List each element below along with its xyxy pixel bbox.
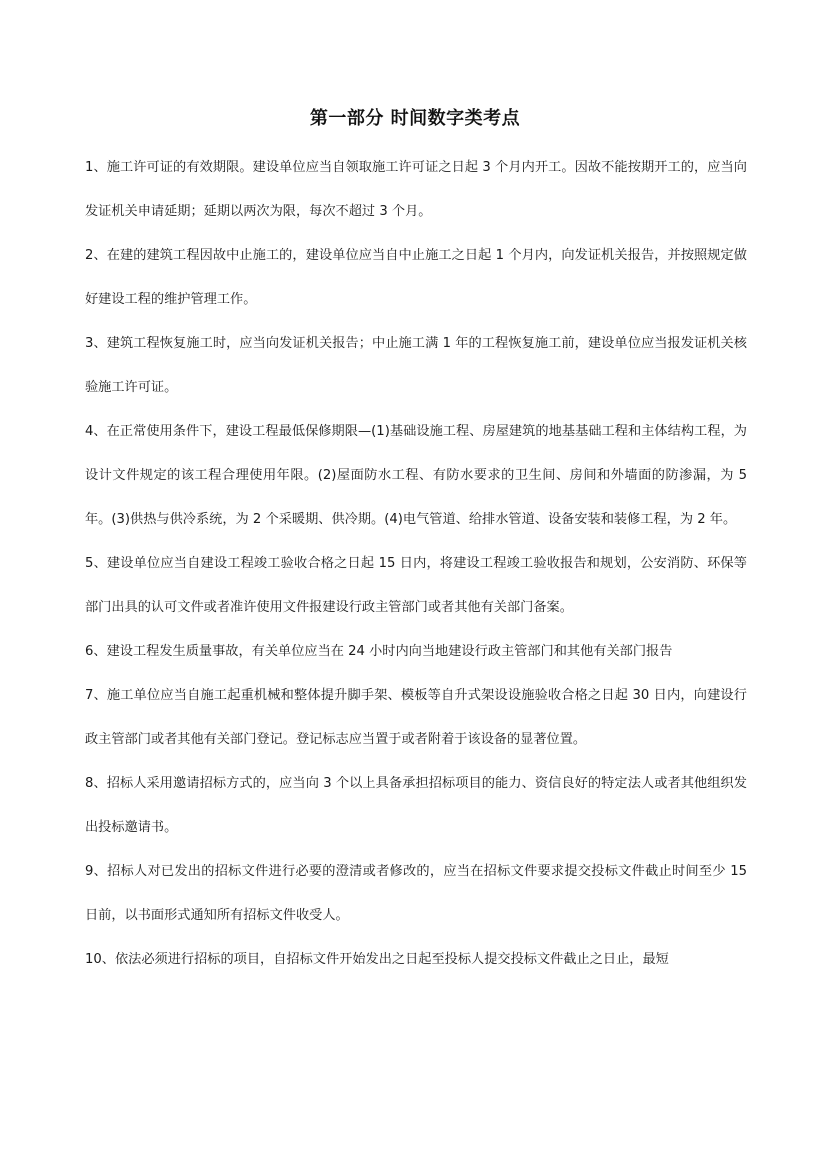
paragraph-7: 7、施工单位应当自施工起重机械和整体提升脚手架、模板等自升式架设设施验收合格之日起 30 日内，向建设行政主管部门或者其他有关部门登记。登记标志应当置于或者附着于该设备的显著位置。 bbox=[85, 688, 747, 747]
paragraph-5: 5、建设单位应当自建设工程竣工验收合格之日起 15 日内，将建设工程竣工验收报告和规划，公安消防、环保等部门出具的认可文件或者准许使用文件报建设行政主管部门或者其他有关部门备案。 bbox=[85, 556, 747, 615]
paragraph-3: 3、建筑工程恢复施工时，应当向发证机关报告；中止施工满 1 年的工程恢复施工前，建设单位应当报发证机关核验施工许可证。 bbox=[85, 336, 747, 395]
page-title: 第一部分 时间数字类考点 bbox=[309, 108, 521, 129]
paragraph-4: 4、在正常使用条件下，建设工程最低保修期限—(1)基础设施工程、房屋建筑的地基基础工程和主体结构工程，为设计文件规定的该工程合理使用年限。(2)屋面防水工程、有防水要求的卫生间、房间和外墙面的防渗漏，为 5 年。(3)供热与供冷系统，为 2 个采暖期、供冷期。(4)电气管道、给排水管道、设备安装和装修工程，为 2 年。 bbox=[85, 424, 747, 527]
document-body bbox=[85, 146, 747, 982]
paragraph-2: 2、在建的建筑工程因故中止施工的，建设单位应当自中止施工之日起 1 个月内，向发证机关报告，并按照规定做好建设工程的维护管理工作。 bbox=[85, 248, 747, 307]
paragraph-10: 10、依法必须进行招标的项目，自招标文件开始发出之日起至投标人提交投标文件截止之日止，最短 bbox=[85, 952, 669, 967]
paragraph-6: 6、建设工程发生质量事故，有关单位应当在 24 小时内向当地建设行政主管部门和其他有关部门报告 bbox=[85, 644, 673, 659]
paragraph-9: 9、招标人对已发出的招标文件进行必要的澄清或者修改的，应当在招标文件要求提交投标文件截止时间至少 15 日前，以书面形式通知所有招标文件收受人。 bbox=[85, 864, 747, 923]
paragraph-1: 1、施工许可证的有效期限。建设单位应当自领取施工许可证之日起 3 个月内开工。因故不能按期开工的，应当向发证机关申请延期；延期以两次为限，每次不超过 3 个月。 bbox=[85, 160, 747, 219]
paragraph-8: 8、招标人采用邀请招标方式的，应当向 3 个以上具备承担招标项目的能力、资信良好的特定法人或者其他组织发出投标邀请书。 bbox=[85, 776, 747, 835]
